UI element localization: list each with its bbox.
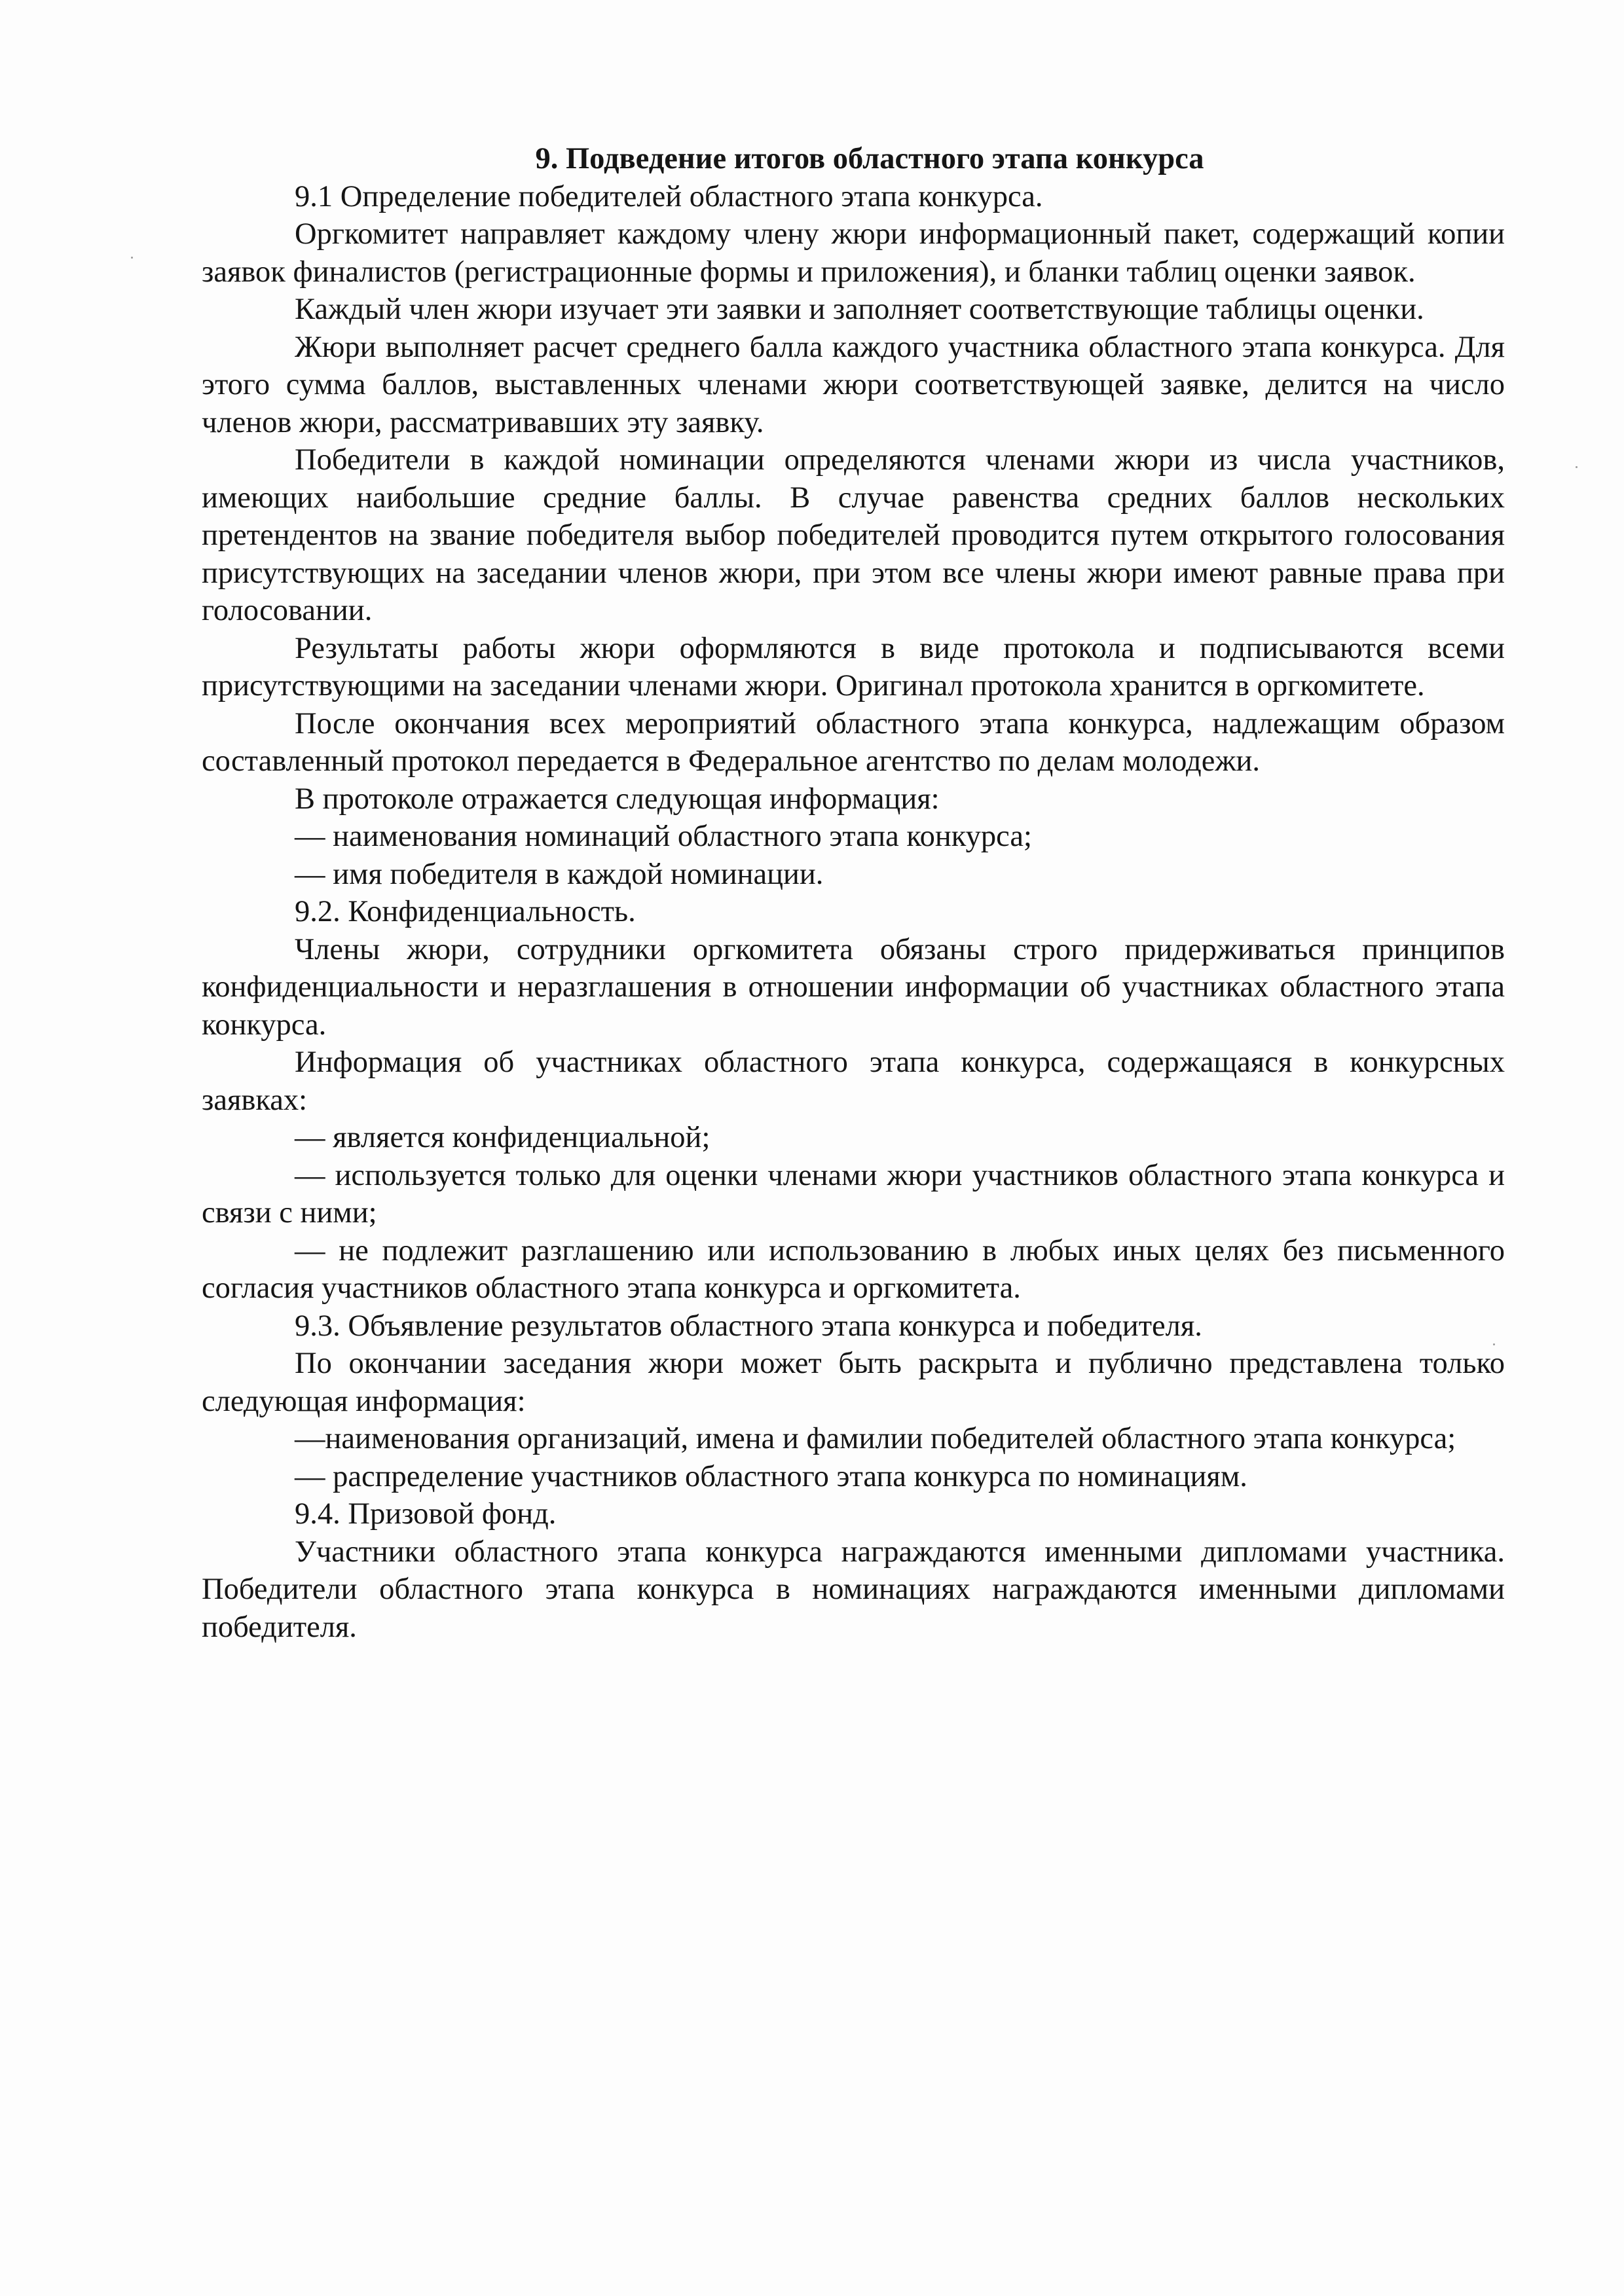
list-item-distribution: — распределение участников областного этапа конкурса по номинациям.: [295, 1459, 1247, 1493]
paragraph-after-session: По окончании заседания жюри может быть раскрыта и публично представлена только следующая информация:: [202, 1347, 1505, 1418]
document-body: [202, 140, 1505, 1646]
paragraph-9-2-title: 9.2. Конфиденциальность.: [295, 895, 636, 928]
list-item-not-disclosed: — не подлежит разглашению или использованию в любых иных целях без письменного согласия участников областного этапа конкурса и оргкомитета.: [202, 1233, 1505, 1305]
paragraph-participant-info: Информация об участниках областного этапа конкурса, содержащаяся в конкурсных заявках:: [202, 1046, 1505, 1117]
paragraph-average-score: Жюри выполняет расчет среднего балла каждого участника областного этапа конкурса. Для этого сумма баллов, выставленных членами жюри соответствующей заявке, делится на число членов жюри, рассматривавших эту заявку.: [202, 330, 1505, 439]
paragraph-protocol-info: В протоколе отражается следующая информация:: [295, 782, 940, 816]
list-item-winner-name: — имя победителя в каждой номинации.: [295, 857, 824, 891]
scan-speck: [1576, 466, 1578, 468]
list-item-organization-names: —наименования организаций, имена и фамилии победителей областного этапа конкурса;: [295, 1422, 1456, 1455]
paragraph-confidentiality: Члены жюри, сотрудники оргкомитета обязаны строго придерживаться принципов конфиденциальности и неразглашения в отношении информации об участниках областного этапа конкурса.: [202, 932, 1505, 1042]
paragraph-winners-determined: Победители в каждой номинации определяются членами жюри из числа участников, имеющих наибольшие средние баллы. В случае равенства средних баллов нескольких претендентов на звание победителя выбор победителей проводится путем открытого голосования присутствующих на заседании членов жюри, при этом все члены жюри имеют равные права при голосовании.: [202, 443, 1505, 627]
scan-speck: [131, 257, 133, 259]
list-item-used-only: — используется только для оценки членами жюри участников областного этапа конкурса и связи с ними;: [202, 1158, 1505, 1230]
paragraph-jury-studies: Каждый член жюри изучает эти заявки и заполняет соответствующие таблицы оценки.: [295, 293, 1424, 326]
scan-speck: [1493, 1343, 1495, 1345]
paragraph-orgcommittee-packet: Оргкомитет направляет каждому члену жюри информационный пакет, содержащий копии заявок финалистов (регистрационные формы и приложения), и бланки таблиц оценки заявок.: [202, 217, 1505, 289]
section-heading: 9. Подведение итогов областного этапа конкурса: [535, 142, 1204, 175]
list-item-confidential: — является конфиденциальной;: [295, 1121, 710, 1154]
paragraph-9-4-title: 9.4. Призовой фонд.: [295, 1497, 557, 1531]
paragraph-protocol-transfer: После окончания всех мероприятий областного этапа конкурса, надлежащим образом составленный протокол передается в Федеральное агентство по делам молодежи.: [202, 706, 1505, 778]
paragraph-9-1-title: 9.1 Определение победителей областного этапа конкурса.: [295, 179, 1043, 213]
paragraph-9-3-title: 9.3. Объявление результатов областного этапа конкурса и победителя.: [295, 1309, 1202, 1343]
list-item-nominations: — наименования номинаций областного этапа конкурса;: [295, 820, 1032, 853]
paragraph-prize-fund: Участники областного этапа конкурса награждаются именными дипломами участника. Победители областного этапа конкурса в номинациях награждаются именными дипломами победителя.: [202, 1535, 1505, 1644]
paragraph-protocol: Результаты работы жюри оформляются в виде протокола и подписываются всеми присутствующими на заседании членами жюри. Оригинал протокола хранится в оргкомитете.: [202, 631, 1505, 702]
